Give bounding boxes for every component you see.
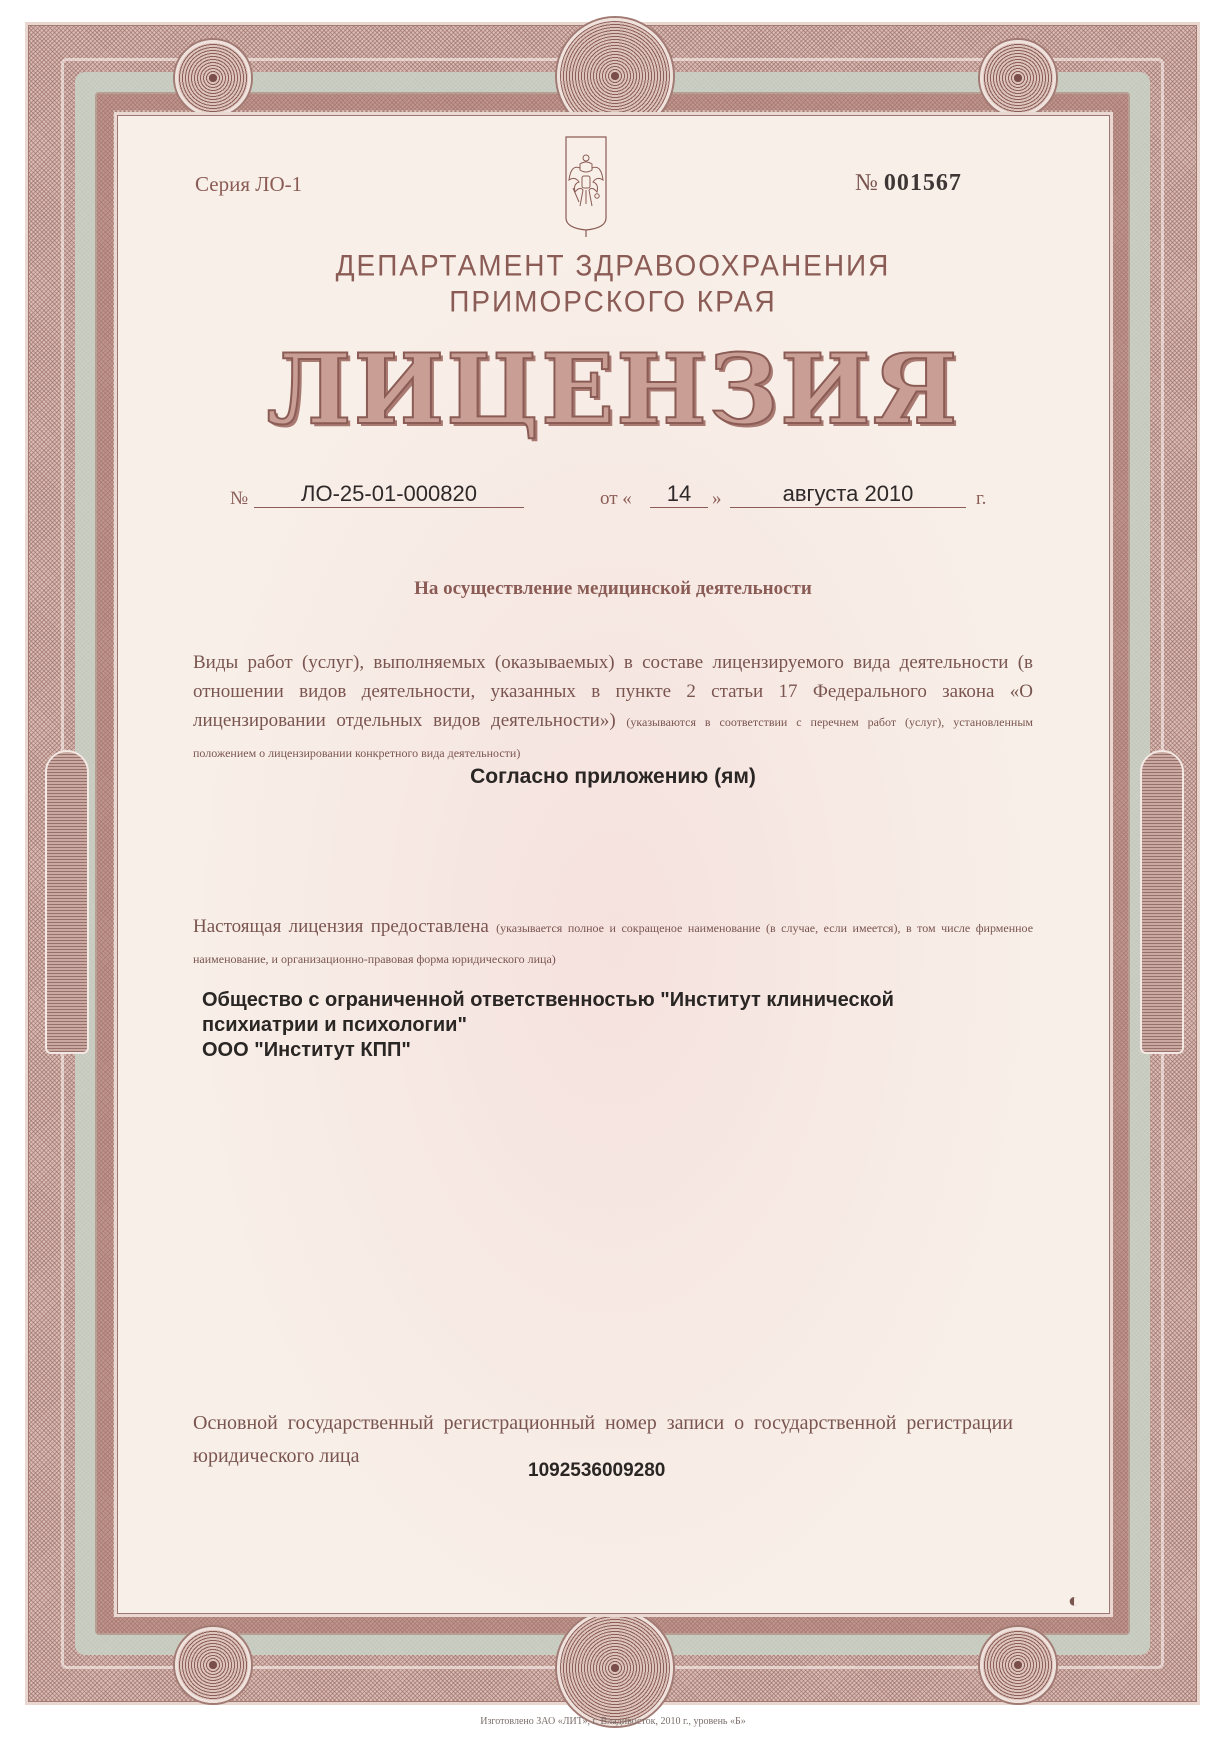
issuer-line-2: ПРИМОРСКОГО КРАЯ bbox=[449, 285, 777, 318]
licensee-full-name-line-1: Общество с ограниченной ответственностью "Институт клинической bbox=[202, 989, 894, 1011]
issuer-line-1: ДЕПАРТАМЕНТ ЗДРАВООХРАНЕНИЯ bbox=[335, 249, 891, 282]
licensee-name-block bbox=[202, 988, 894, 1063]
rosette-bottom-right-icon bbox=[980, 1627, 1056, 1703]
printer-imprint: Изготовлено ЗАО «ЛИТ», г. Владивосток, 2010 г., уровень «Б» bbox=[480, 1716, 746, 1727]
works-note: (указываются в соответствии с перечнем работ (услуг), установленным положением о лицензировании конкретного вида деятельности) bbox=[193, 715, 1033, 760]
license-number-value: ЛО-25-01-000820 bbox=[254, 481, 524, 508]
number-sign: № bbox=[855, 170, 878, 196]
license-number-date-row bbox=[230, 478, 1000, 514]
rosette-top-left-icon bbox=[175, 40, 251, 116]
date-mid-label: » bbox=[712, 488, 722, 509]
right-cartouche-ornament bbox=[1140, 750, 1184, 1054]
license-subject: На осуществление медицинской деятельности bbox=[414, 578, 812, 599]
licensee-full-name-line-2: психиатрии и психологии" bbox=[202, 1014, 467, 1036]
license-number-label: № bbox=[230, 488, 249, 509]
rosette-top-right-icon bbox=[980, 40, 1056, 116]
left-cartouche-ornament bbox=[45, 750, 89, 1054]
document-title: ЛИЦЕНЗИЯ bbox=[266, 333, 960, 446]
year-suffix-label: г. bbox=[976, 488, 987, 509]
works-label: Виды работ (услуг), выполняемых (оказываемых) в составе лицензируемого вида деятельности (в отношении видов деятельности, указанных в пункте 2 статьи 17 Федерального закона «О лицензировании отдельных видов деятельности») bbox=[193, 652, 1033, 731]
licensee-label: Настоящая лицензия предоставлена bbox=[193, 916, 489, 937]
form-number-value: 001567 bbox=[883, 170, 962, 196]
license-day-value: 14 bbox=[650, 481, 708, 508]
ogrn-label: Основной государственный регистрационный номер записи о государственной регистрации юридического лица bbox=[193, 1412, 1013, 1467]
corner-mark-icon: ◐ bbox=[1068, 1590, 1081, 1612]
date-prefix-label: от « bbox=[600, 488, 632, 509]
form-number bbox=[855, 170, 962, 197]
ogrn-value: 1092536009280 bbox=[528, 1460, 666, 1481]
works-section bbox=[193, 648, 1033, 768]
license-month-year-value: августа 2010 bbox=[730, 481, 966, 508]
series-label: Серия ЛО-1 bbox=[195, 172, 303, 196]
licensee-section bbox=[193, 912, 1033, 974]
licensee-short-name: ООО "Институт КПП" bbox=[202, 1039, 411, 1061]
rosette-bottom-left-icon bbox=[175, 1627, 251, 1703]
russian-coat-of-arms-icon bbox=[565, 136, 607, 238]
rosette-bottom-center-icon bbox=[557, 1610, 673, 1726]
works-value: Согласно приложению (ям) bbox=[470, 765, 756, 788]
licensee-note: (указывается полное и сокращеное наименование (в случае, если имеется), в том числе фирменное наименование, и организационно-правовая форма юридического лица) bbox=[193, 921, 1034, 966]
